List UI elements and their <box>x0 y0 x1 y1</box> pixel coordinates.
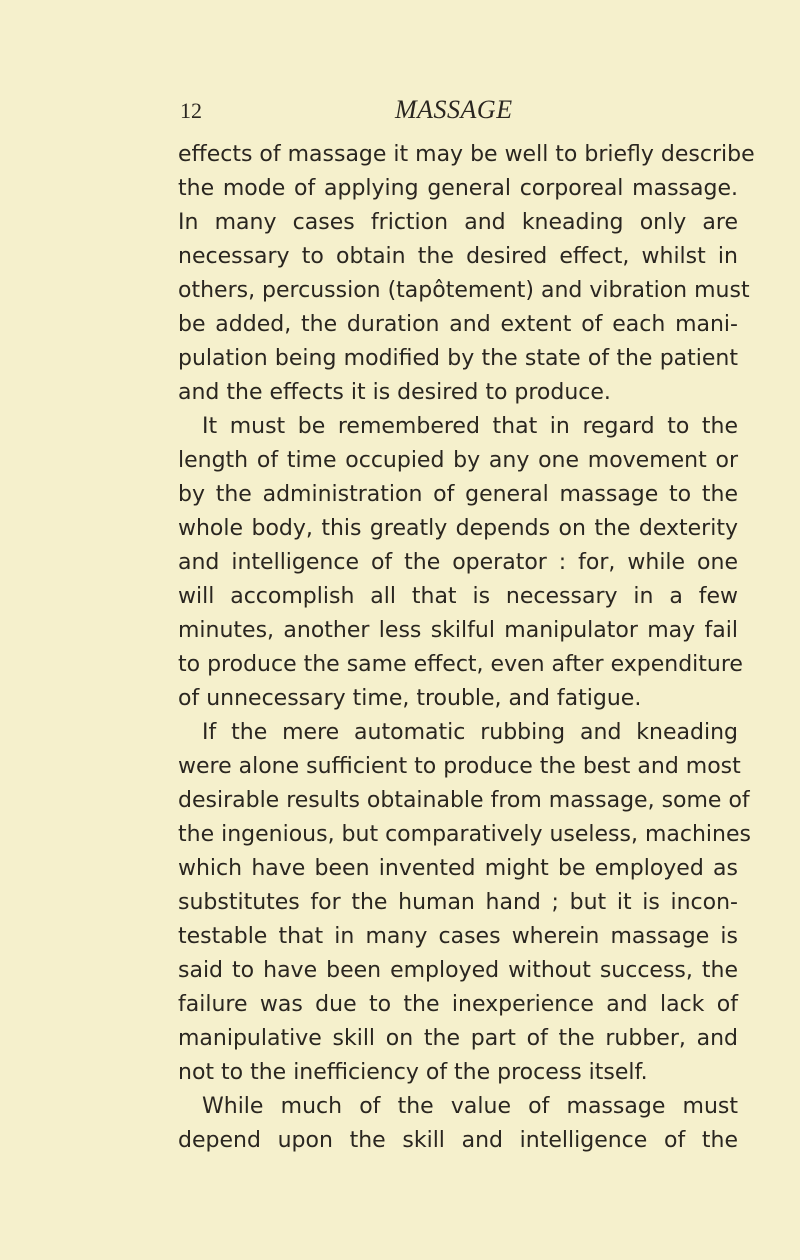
text-line: In many cases friction and kneading only are <box>178 210 738 235</box>
text-line: whole body, this greatly depends on the dexterity <box>178 516 738 541</box>
text-line: and intelligence of the operator : for, while one <box>178 550 738 575</box>
text-line: manipulative skill on the part of the rubber, and <box>178 1026 738 1051</box>
text-line: by the administration of general massage to the <box>178 482 738 507</box>
text-line: length of time occupied by any one movement or <box>178 448 738 473</box>
text-line: the mode of applying general corporeal massage. <box>178 176 738 201</box>
text-line: said to have been employed without success, the <box>178 958 738 983</box>
text-line: be added, the duration and extent of each mani- <box>178 312 738 337</box>
text-line: depend upon the skill and intelligence of the <box>178 1128 738 1153</box>
text-line: others, percussion (tapôtement) and vibration must <box>178 278 750 303</box>
running-title: MASSAGE <box>395 95 513 124</box>
page-header <box>0 95 800 135</box>
text-line: testable that in many cases wherein massage is <box>178 924 738 949</box>
text-line: the ingenious, but comparatively useless, machines <box>178 822 751 847</box>
text-line: which have been invented might be employed as <box>178 856 738 881</box>
text-line: were alone sufficient to produce the best and most <box>178 754 741 779</box>
text-line: While much of the value of massage must <box>202 1094 738 1119</box>
text-line: failure was due to the inexperience and lack of <box>178 992 738 1017</box>
text-line: and the effects it is desired to produce. <box>178 380 611 405</box>
text-line: desirable results obtainable from massage, some of <box>178 788 750 813</box>
text-line: substitutes for the human hand ; but it is incon- <box>178 890 738 915</box>
text-line: If the mere automatic rubbing and kneading <box>202 720 738 745</box>
text-line: necessary to obtain the desired effect, whilst in <box>178 244 738 269</box>
text-line: It must be remembered that in regard to the <box>202 414 738 439</box>
text-line: minutes, another less skilful manipulator may fail <box>178 618 738 643</box>
text-line: of unnecessary time, trouble, and fatigue. <box>178 686 642 711</box>
text-line: not to the inefficiency of the process itself. <box>178 1060 648 1085</box>
text-line: effects of massage it may be well to briefly describe <box>178 142 755 167</box>
text-line: will accomplish all that is necessary in a few <box>178 584 738 609</box>
body-text <box>178 138 755 1158</box>
text-line: pulation being modified by the state of the patient <box>178 346 738 371</box>
page-number: 12 <box>180 98 202 123</box>
text-line: to produce the same effect, even after expenditure <box>178 652 743 677</box>
